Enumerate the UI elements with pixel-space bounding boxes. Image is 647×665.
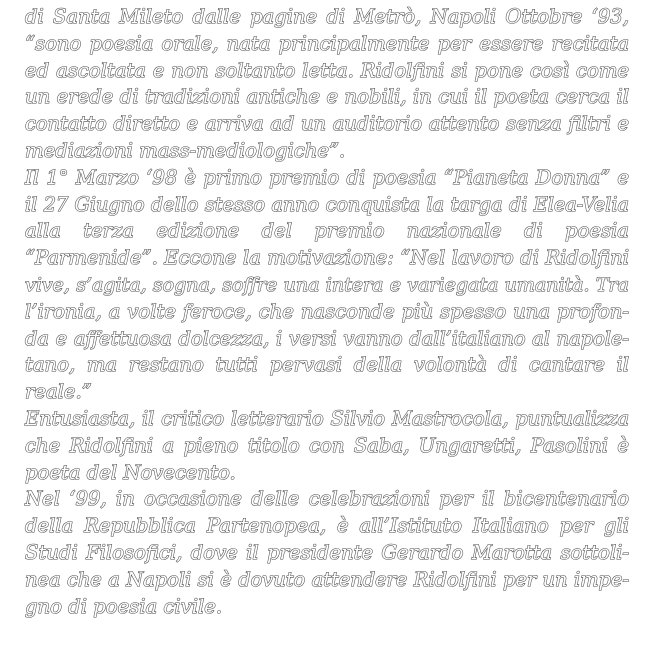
document-page (25, 4, 629, 620)
text-line-11: vive, s’agita, sogna, soffre una intera e variegata umanità. Tra (25, 273, 629, 296)
text-line-17: che Ridolfini a pieno titolo con Saba, Ungaretti, Pasolini è (25, 433, 629, 457)
text-line-21: Studi Filosofici, dove il presidente Gerardo Marotta sottoli- (25, 540, 629, 564)
text-line-23: gno di poesia civile. (25, 594, 223, 618)
text-line-22: nea che a Napoli si è dovuto attendere Ridolfini per un impe- (25, 567, 629, 591)
text-line-6: mediazioni mass-mediologiche”. (25, 138, 346, 162)
text-line-18: poeta del Novecento. (25, 460, 236, 484)
text-line-9: alla terza edizione del premio nazionale di poesia (25, 219, 629, 243)
text-line-5: contatto diretto e arriva ad un auditorio attento senza filtri e (25, 112, 629, 136)
text-line-2: “sono poesia orale, nata principalmente per essere recitata (25, 31, 629, 55)
text-line-15: reale.” (25, 380, 92, 404)
text-line-14: tano, ma restano tutti pervasi della volontà di cantare il (25, 353, 629, 377)
text-line-8: il 27 Giugno dello stesso anno conquista la targa di Elea-Velia (25, 192, 629, 216)
text-line-20: della Repubblica Partenopea, è all’Istituto Italiano per gli (25, 514, 629, 538)
text-line-12: l’ironia, a volte feroce, che nasconde più spesso una profon- (25, 299, 629, 323)
text-line-16: Entusiasta, il critico letterario Silvio Mastrocola, puntualizza (25, 406, 629, 430)
text-line-1: di Santa Mileto dalle pagine di Metrò, Napoli Ottobre ‘93, (25, 5, 629, 28)
text-line-19: Nel ‘99, in occasione delle celebrazioni per il bicentenario (25, 487, 629, 511)
text-line-7: Il 1° Marzo ‘98 è primo premio di poesia “Pianeta Donna” e (25, 165, 629, 189)
text-line-4: un erede di tradizioni antiche e nobili, in cui il poeta cerca il (25, 85, 629, 109)
text-line-13: da e affettuosa dolcezza, i versi vanno dall’italiano al napole- (25, 326, 629, 350)
text-line-10: “Parmenide”. Eccone la motivazione: “Nel lavoro di Ridolfini (25, 246, 629, 270)
text-line-3: ed ascoltata e non soltanto letta. Ridolfini si pone così come (25, 58, 629, 82)
